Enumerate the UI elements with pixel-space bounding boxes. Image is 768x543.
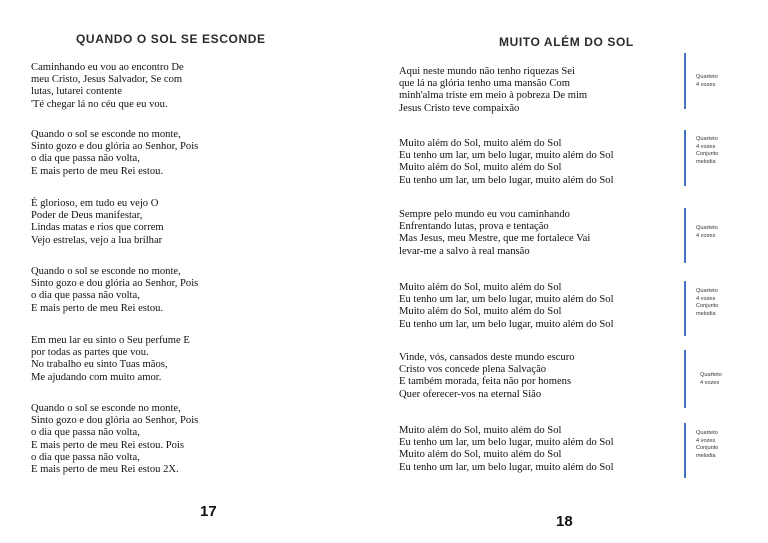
lyric-line: Muito além do Sol, muito além do Sol [399,425,562,436]
lyric-line: Jesus Cristo teve compaixão [399,102,520,114]
lyric-line: Muito além do Sol, muito além do Sol [399,282,562,293]
stanza-5 [31,335,190,384]
lyric-line: Enfrentando lutas, prova e tentação [399,221,549,233]
lyric-line: Muito além do Sol, muito além do Sol [399,306,562,318]
voice-note-line: Quarteto [696,74,718,80]
lyric-line: No trabalho eu sinto Tuas mãos, [31,359,168,371]
stanza-3 [31,198,164,247]
lyric-line: Eu tenho um lar, um belo lugar, muito além do Sol [399,437,614,449]
lyric-line: por todas as partes que vou. [31,347,149,359]
lyric-line: o dia que passa não volta, [31,290,140,302]
stanza-4 [31,266,198,315]
stanza-6 [31,403,198,476]
lyric-line: Sinto gozo e dou glória ao Senhor, Pois [31,141,199,153]
voice-note [696,136,718,166]
stanza-1 [399,66,587,115]
lyric-line: levar-me a salvo à real mansão [399,245,530,257]
lyric-line: Muito além do Sol, muito além do Sol [399,138,562,149]
lyric-line: meu Cristo, Jesus Salvador, Se com [31,74,183,86]
stanza-2 [31,129,198,178]
stanza-6 [399,425,614,474]
lyric-line: Aqui neste mundo não tenho riquezas Sei [399,66,575,77]
lyric-line: Em meu lar eu sinto o Seu perfume E [31,335,190,346]
voice-note-line: Conjunto [696,303,719,310]
voice-bar [684,281,686,336]
lyric-line: Cristo vos concede plena Salvação [399,364,547,376]
lyric-line: que lá na glória tenho uma mansão Com [399,78,570,90]
lyric-line: Quando o sol se esconde no monte, [31,266,181,277]
voice-note-line: melodia [696,310,716,317]
lyric-line: É glorioso, em tudo eu vejo O [31,198,159,209]
lyric-line: Eu tenho um lar, um belo lugar, muito além do Sol [399,318,614,330]
voice-note-line: 4 vozes [700,379,720,386]
voice-bar [684,423,686,478]
right-page [384,0,768,543]
voice-note-line: Quarteto [696,136,718,142]
lyric-line: Eu tenho um lar, um belo lugar, muito além do Sol [399,461,614,473]
voice-note-line: melodia [696,158,716,165]
page-number: 17 [200,503,217,520]
lyric-line: E mais perto de meu Rei estou 2X. [31,464,179,476]
lyric-line: minh'alma triste em meio à pobreza De mim [399,90,588,102]
lyric-line: Muito além do Sol, muito além do Sol [399,449,562,461]
lyric-line: 'Té chegar lá no céu que eu vou. [31,98,168,110]
lyric-line: Caminhando eu vou ao encontro De [31,62,184,73]
voice-bar [684,130,686,186]
lyric-line: Vinde, vós, cansados deste mundo escuro [399,352,575,363]
stanza-5 [399,352,575,401]
voice-note [696,288,718,318]
voice-note-line: 4 vozes [696,232,716,239]
song-title: MUITO ALÉM DO SOL [499,35,634,49]
voice-note-line: Conjunto [696,445,719,452]
lyric-line: Poder de Deus manifestar, [31,210,143,222]
voice-note-line: 4 vozes [696,81,716,88]
stanza-4 [399,282,614,331]
lyric-line: Me ajudando com muito amor. [31,371,162,383]
voice-note-line: 4 vozes [696,143,716,150]
stanza-3 [399,209,590,258]
lyric-line: E também morada, feita não por homens [399,376,572,388]
voice-bar [684,350,686,408]
lyric-line: Quando o sol se esconde no monte, [31,129,181,140]
lyric-line: Eu tenho um lar, um belo lugar, muito além do Sol [399,294,614,306]
voice-note [696,74,718,89]
lyric-line: o dia que passa não volta, [31,451,140,463]
lyric-line: E mais perto de meu Rei estou. [31,165,164,177]
stanza-1 [31,62,184,111]
voice-note-line: 4 vozes [696,295,716,302]
voice-note-line: Quarteto [696,225,718,231]
lyric-line: lutas, lutarei contente [31,86,122,98]
voice-note-line: Quarteto [696,430,718,436]
voice-note [700,372,722,387]
lyric-line: Eu tenho um lar, um belo lugar, muito além do Sol [399,150,614,162]
lyric-line: Sinto gozo e dou glória ao Senhor, Pois [31,415,199,427]
lyric-line: o dia que passa não volta, [31,153,140,165]
lyric-line: Quando o sol se esconde no monte, [31,403,181,414]
voice-note [696,430,718,460]
voice-note-line: Quarteto [696,288,718,294]
lyric-line: Lindas matas e rios que correm [31,222,164,234]
lyric-line: Sempre pelo mundo eu vou caminhando [399,209,570,220]
page-number: 18 [556,513,573,530]
lyric-line: Muito além do Sol, muito além do Sol [399,162,562,174]
stanza-2 [399,138,614,187]
lyric-line: Vejo estrelas, vejo a lua brilhar [31,234,163,246]
voice-bar [684,208,686,263]
voice-note-line: 4 vozes [696,437,716,444]
lyric-line: Quer oferecer-vos na eternal Sião [399,388,542,400]
voice-note-line: Conjunto [696,151,719,158]
lyric-line: Sinto gozo e dou glória ao Senhor, Pois [31,278,199,290]
voice-note-line: Quarteto [700,372,722,378]
voice-bar [684,53,686,109]
lyric-line: o dia que passa não volta, [31,427,140,439]
lyric-line: Eu tenho um lar, um belo lugar, muito além do Sol [399,174,614,186]
song-title: QUANDO O SOL SE ESCONDE [76,32,266,46]
lyric-line: E mais perto de meu Rei estou. Pois [31,439,184,451]
lyric-line: E mais perto de meu Rei estou. [31,302,164,314]
voice-note-line: melodia [696,452,716,459]
lyric-line: Mas Jesus, meu Mestre, que me fortalece Vai [399,233,591,245]
voice-note [696,225,718,240]
